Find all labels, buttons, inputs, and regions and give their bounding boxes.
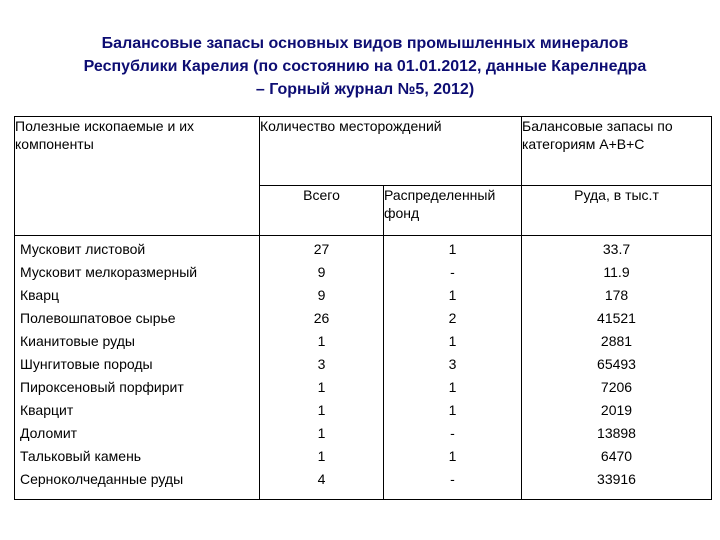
ore-reserves-value: 41521 [597,310,636,326]
header-minerals: Полезные ископаемые и их компоненты [15,117,260,236]
reserves-table [14,116,712,500]
deposits-total-value: 1 [317,425,326,441]
ore-reserves-value: 2019 [600,402,633,418]
distributed-fund-value: 1 [448,379,457,395]
page-title [30,32,700,101]
mineral-name: Тальковый камень [20,448,142,464]
distributed-fund-value: 2 [448,310,457,326]
mineral-name: Серноколчеданные руды [20,471,184,487]
deposits-total-value: 1 [317,333,326,349]
title-line-3: – Горный журнал №5, 2012) [255,81,475,98]
header-distributed-fund: Распределенный фонд [384,186,522,236]
ore-reserves-value: 7206 [600,379,633,395]
deposits-total-value: 27 [313,241,330,257]
mineral-name: Кварц [20,287,60,303]
ore-reserves-value: 65493 [597,356,636,372]
distributed-column [384,236,522,500]
mineral-name: Кварцит [20,402,74,418]
title-line-2: Республики Карелия (по состоянию на 01.01.2012, данные Карелнедра [83,58,647,75]
total-column [260,236,384,500]
ore-column [522,236,712,500]
distributed-fund-value: 1 [448,287,457,303]
deposits-total-value: 9 [317,264,326,280]
ore-reserves-value: 11.9 [603,264,630,280]
mineral-name: Полевошпатовое сырье [20,310,176,326]
deposits-total-value: 3 [317,356,326,372]
mineral-name: Кианитовые руды [20,333,135,349]
ore-reserves-value: 178 [604,287,629,303]
distributed-fund-value: - [450,264,455,280]
distributed-fund-value: - [450,471,455,487]
distributed-fund-value: 1 [448,402,457,418]
deposits-total-value: 4 [317,471,326,487]
ore-reserves-value: 2881 [600,333,633,349]
deposits-total-value: 1 [317,448,326,464]
deposits-total-value: 9 [317,287,326,303]
ore-reserves-value: 6470 [600,448,633,464]
mineral-name: Шунгитовые породы [20,356,153,372]
distributed-fund-value: 1 [448,241,457,257]
mineral-names-column [15,236,260,500]
header-ore: Руда, в тыс.т [522,186,712,236]
mineral-name: Пироксеновый порфирит [20,379,184,395]
distributed-fund-value: 3 [448,356,457,372]
deposits-total-value: 1 [317,402,326,418]
distributed-fund-value: - [450,425,455,441]
ore-reserves-value: 33916 [597,471,636,487]
deposits-total-value: 26 [313,310,330,326]
mineral-name: Мусковит мелкоразмерный [20,264,198,280]
deposits-total-value: 1 [317,379,326,395]
distributed-fund-value: 1 [448,333,457,349]
header-deposits-count: Количество месторождений [260,117,522,186]
ore-reserves-value: 33.7 [602,241,631,257]
header-reserves: Балансовые запасы по категориям А+В+С [522,117,712,186]
ore-reserves-value: 13898 [597,425,636,441]
header-total: Всего [260,186,384,236]
mineral-name: Мусковит листовой [20,241,146,257]
title-line-1: Балансовые запасы основных видов промышленных минералов [101,35,629,52]
distributed-fund-value: 1 [448,448,457,464]
mineral-name: Доломит [20,425,78,441]
